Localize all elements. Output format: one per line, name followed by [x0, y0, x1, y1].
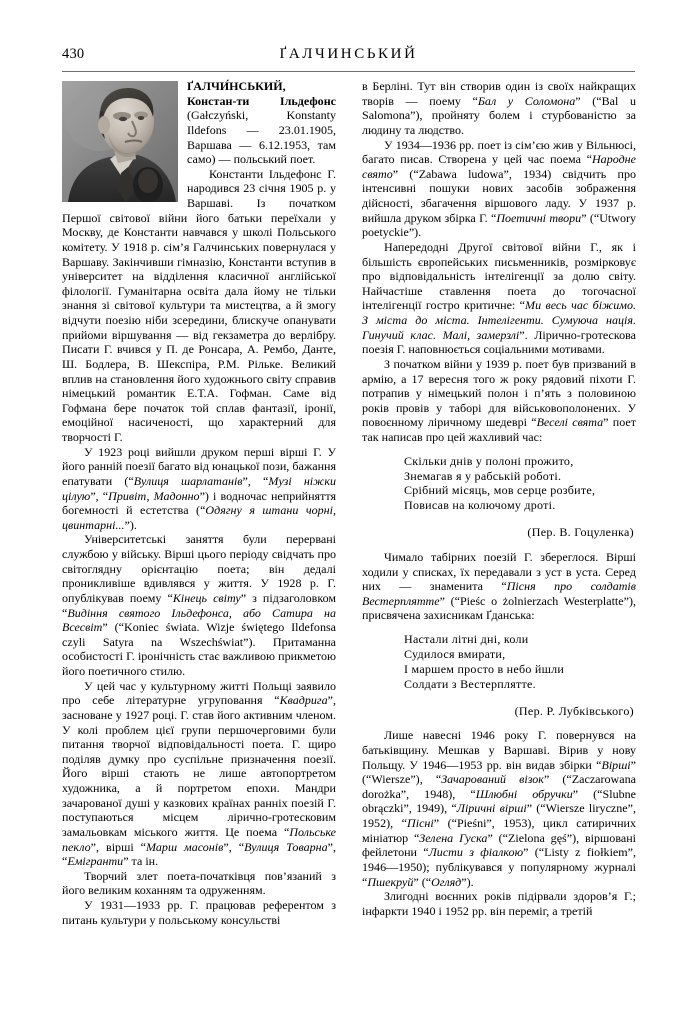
work-title: Видіння святого Ільдефонса, або Сатира на Всесвіт [62, 605, 336, 635]
work-title: Кінець світу [172, 590, 241, 605]
work-title: Ми весь час біжимо. З міста до міста. Інтелігенти. Сумуюча нація. Гинучий клас. Малі, замерзлі [362, 298, 636, 342]
work-title: Привіт, Мадонно [108, 488, 200, 503]
work-title: Зелена Гуска [419, 830, 488, 845]
running-head [62, 46, 635, 68]
work-title: Пшекруй [367, 874, 414, 889]
page-number: 430 [62, 46, 85, 62]
work-title: Бал у Соломона [477, 93, 576, 108]
work-title: Вірші [601, 757, 631, 772]
work-title: Марш масонів [146, 839, 224, 854]
poem-translator-credit: (Пер. В. Гоцуленка) [527, 525, 634, 540]
body-paragraph: Злигодні воєнних років підірвали здоров’я Г.; інфаркти 1940 і 1952 рр. він переміг, а третій [362, 889, 636, 918]
work-title: Одягну я штани чорні, цвинтарні... [62, 503, 336, 532]
work-title: Зачарований візок [441, 772, 544, 787]
running-head-title: ҐАЛЧИНСЬКИЙ [279, 46, 418, 62]
entry-original-name: (Gałczyński, Konstanty Ildefons [187, 108, 336, 137]
work-title: Народне свято [362, 152, 636, 181]
poem-line: Скільки днів у полоні прожито, [404, 453, 574, 468]
body-paragraph: Напередодні Другої світової війни Г., як і більшість європейських письменників, розмірковує про відповідальність інтелігенції за долю світу. Найчастіше ставлення поета до тогочасної інтелігенції гостро критичне: “Ми весь час біжимо. З міста до міста. Інтелігенти. Сумуюча нація. Гинучий клас. Малі, замерзлі”. Лірично-гротескова поезія Г. наповнюється соціальними мотивами. [362, 239, 636, 357]
poem-block-veseli-svyata [362, 454, 636, 514]
body-paragraph: в Берліні. Тут він створив один із своїх найкращих творів — поему “Бал у Соломона” (“Bal u Salomona”), пройняту болем і стурбованістю за людину та людство. [362, 79, 636, 137]
work-title: Поетичні твори [496, 210, 582, 225]
work-title: Вулиця шарлатанів [133, 473, 243, 488]
work-title: Емігранти [67, 854, 124, 869]
body-paragraph: З початком війни у 1939 р. поет був призваний в армію, а 17 вересня того ж року рядовий піхоти Г. потрапив у німецький полон і п’ять з половиною років провів у таборі для військовополонених. У повоєнному ліричному шедеврі “Веселі свята” поет так написав про цей жахливий час: [362, 356, 636, 444]
body-paragraph: У цей час у культурному житті Польщі заявило про себе літературне угруповання “Квадрига”, засноване у 1927 році. Г. став його активним членом. У колі проблем цієї групи першочерговими були питання творчої відповідальності поета. Г. щиро поділяв думку про суспільне призначення поезії. Його вірші стають не лише автопортретом художника, а й портретом епохи. Мандри зачарованої душі у казкових країнах ранніх поезій Г. поступаються місцем лірично-гротесковим замальовкам міського життя. Це поема “Польське пекло”, вірші “Марш масонів”, “Вулиця Товарна”, “Емігранти” та ін. [62, 678, 336, 869]
portrait-photo-galczynski [62, 81, 178, 202]
poem-line: Настали літні дні, коли [404, 632, 529, 646]
work-title: Музі ніжки цілую [62, 473, 337, 503]
work-title: Квадрига [279, 693, 328, 708]
column-left [62, 79, 336, 927]
work-title: Пісня про солдатів Вестерплятте [362, 579, 636, 608]
work-title: Ліричні вірші [456, 801, 527, 816]
poem-line: Срібний місяць, мов серце розбите, [404, 483, 596, 498]
work-title: Пісні [407, 816, 434, 830]
body-paragraph: Константи Ільдефонс Г. народився 23 січня 1905 р. у Варшаві. Із початком Першої світової війни його батьки переїхали у Москву, де Константи навчався у школі Польського комітету. У 1918 р. сім’я Галчинських повернулася у Варшаву. Закінчивши гімназію, Константи вступив в університет на відділення класичної англійської філології. Гуманітарна освіта дала йому не тільки знання зі світової культури та мистецтва, а й змогу відчути поезію ніби зсередини, блискуче опанувати прийоми віршування — від гекзаметра до верлібру. Писати Г. вчився у П. де Ронсара, А. Рембо, Данте, Ш. Бодлера, В. Шекспіра, Р.М. Рільке. Великий вплив на становлення його художнього світу справив німецький романтик Е.Т.А. Гофман. Саме від Гофмана бере початок той сплав фантазії, іронії, емоційної насиченості, що характерний для творчості Г. [62, 166, 336, 444]
poem-line: Повисав на колючому дроті. [404, 498, 556, 513]
entry-death: — 6.12.1953, там само) [187, 137, 337, 167]
work-title: Огляд [431, 874, 462, 889]
body-paragraph: У 1934—1936 рр. поет із сім’єю жив у Вільнюсі, багато писав. Створена у цей час поема “Народне свято” (“Zabawa ludowa”, 1934) свідчить про інтенсивні пошуки нових засобів зображення дійсності, збагачення віршового ладу. У 1937 р. вийшла друком збірка Г. “Поетичні твори” (“Utwory poetyckie”). [362, 137, 636, 240]
work-title: Вулиця Товарна [244, 839, 328, 854]
work-title: Шлюбні обручки [475, 786, 573, 801]
portrait-illustration [62, 81, 178, 202]
header-divider-rule [62, 71, 635, 72]
poem-translator-credit: (Пер. Р. Лубківського) [514, 703, 634, 718]
entry-headword: ҐАЛЧИ́НСЬКИЙ, [187, 79, 286, 93]
work-title: Листи з фіалкою [428, 845, 524, 860]
body-paragraph: Чимало табірних поезій Г. збереглося. Вірші ходили у списках, їх передавали з уст в уста. Серед них — знаменита “Пісня про солдатів Вестерплятте” (“Pieśc o żolnierzach Westerplatte”), присвячена захисникам Ґданська: [362, 549, 636, 623]
entry-given-names: Констан-ти Ільдефонс [187, 93, 336, 108]
poem-line: Знемагав я у рабській роботі. [404, 468, 562, 483]
body-paragraph: Лише навесні 1946 року Г. повернувся на батьківщину. Мешкав у Варшаві. Вірив у нову Польщу. У 1946—1953 рр. він видав збірки “Вірші” (“Wiersze”), “Зачарований візок” (“Zaczarowana dorożka”, 1948), “Шлюбні обручки” (“Slubne obrączki”, 1949), “Ліричні вірші” (“Wiersze liryczne”, 1952), “Пісні” (“Pieśni”, 1953), цикл сатиричних мініатюр “Зелена Гуска” (“Zielona gęś”), віршовані фейлетони “Листи з фіалкою” (“Listy z fiołkiem”, 1946—1950); публікувався у популярному журналі “Пшекруй” (“Огляд”). [362, 728, 637, 889]
poem-line: Судилося вмирати, [404, 646, 506, 661]
body-paragraph: У 1923 році вийшли друком перші вірші Г. У його ранній поезії багато від юнацької пози, бажання епатувати (“Вулиця шарлатанів”, “Музі ніжки цілую”, “Привіт, Мадонно”) і водночас неприйняття богемності й естетства (“Одягну я штани чорні, цвинтарні...”). [62, 444, 337, 532]
entry-descriptor: — польський поет. [218, 152, 316, 167]
entry-birth: — 23.01.1905, Варшава [187, 122, 336, 152]
poem-line: Солдати з Вестерплятте. [404, 676, 536, 691]
poem-line: І маршем просто в небо йшли [404, 661, 565, 676]
body-paragraph: Творчий злет поета-початківця пов’язаний з його великим коханням та одруженням. [62, 868, 336, 898]
work-title: Польське пекло [62, 824, 336, 854]
poem-block-westerplatte [362, 632, 636, 692]
column-right [362, 79, 636, 918]
work-title: Веселі свята [536, 415, 604, 430]
body-paragraph: У 1931—1933 рр. Г. працював референтом з питань культури у польському консульстві [62, 898, 336, 927]
body-paragraph: Університетські заняття були перервані службою у війську. Вірші цього періоду свідчать про світоглядну орієнтацію поета; він дедалі проникливіше вдивлявся у життя. У 1928 р. Г. опублікував поему “Кінець світу” з підзаголовком “Видіння святого Ільдефонса, або Сатира на Всесвіт” (“Koniec świata. Wizje świętego Ildefonsa czyli Satyra na Wszechświat”). Притаманна особистості Г. іронічність стає важливою прикметою його поетичного стилю. [62, 532, 336, 678]
